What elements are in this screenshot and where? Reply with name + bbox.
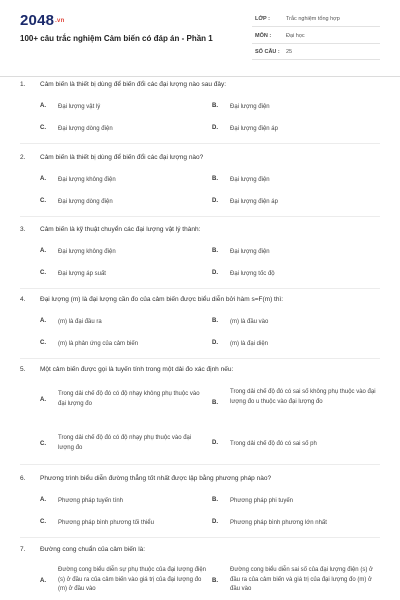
option-text: (m) là phản ứng của cảm biến: [58, 341, 139, 347]
question-divider: [20, 288, 380, 289]
option-label: D.: [212, 270, 218, 276]
question-number: 2.: [20, 154, 26, 161]
header-divider: [0, 76, 400, 77]
option-label: D.: [212, 125, 218, 131]
option-label: A.: [40, 103, 46, 109]
meta-lop-value: Trắc nghiệm tổng hợp: [286, 16, 340, 22]
question-divider: [20, 358, 380, 359]
option-text: Đại lượng dòng điện: [58, 126, 113, 132]
meta-mon-label: MÔN :: [255, 33, 272, 39]
option-label: A.: [40, 176, 46, 182]
option-text: Trong dải chế độ đó có sai số không phụ thuộc vào đại lượng đo u thuộc vào đại lượng đo: [230, 389, 376, 405]
question-text: Một cảm biến được gọi là tuyến tính trong một dải đo xác định nếu:: [40, 366, 234, 373]
option-text: Đại lượng vật lý: [58, 104, 101, 110]
option-label: D.: [212, 440, 218, 446]
question-number: 5.: [20, 366, 26, 373]
option-label: D.: [212, 519, 218, 525]
question-number: 6.: [20, 475, 26, 482]
question-divider: [20, 216, 380, 217]
option-label: B.: [212, 176, 218, 182]
option-label: C.: [40, 125, 46, 131]
option-text: Đại lượng không điện: [58, 177, 116, 183]
option-text: Phương pháp phi tuyến: [230, 498, 293, 504]
option-label: B.: [212, 399, 218, 406]
option-text: Đại lượng dòng điện: [58, 199, 113, 205]
option-label: A.: [40, 396, 46, 403]
meta-lop: [252, 12, 380, 27]
question-text: Đường cong chuẩn của cảm biến là:: [40, 546, 146, 553]
option-text: (m) là đầu vào: [230, 319, 269, 325]
question-text: Phương trình biểu diễn đường thẳng tốt nhất được lập bằng phương pháp nào?: [40, 475, 272, 482]
question-text: Cảm biến là thiết bị dùng để biến đổi các đại lượng nào?: [40, 154, 204, 161]
option-text: (m) là đại đầu ra: [58, 319, 102, 325]
option-text: (m) là đại diện: [230, 341, 269, 347]
option-label: B.: [212, 318, 218, 324]
question-divider: [20, 464, 380, 465]
option-label: A.: [40, 497, 46, 503]
option-text: Đường cong biểu diễn sự phụ thuộc của đại lượng điện (s) ở đầu ra của cảm biến vào giá trị của đại lượng đo (m) ở đầu vào: [58, 567, 207, 592]
option-text: Trong dải chế độ đó có sai số ph: [230, 441, 317, 447]
meta-socau-value: 25: [286, 49, 293, 55]
site-logo[interactable]: [20, 12, 64, 29]
option-text: Đại lượng điện áp: [230, 199, 278, 205]
option-label: A.: [40, 577, 46, 584]
question-divider: [20, 143, 380, 144]
option-label: C.: [40, 270, 46, 276]
option-label: B.: [212, 103, 218, 109]
option-label: A.: [40, 318, 46, 324]
option-label: C.: [40, 340, 46, 346]
question-text: Cảm biến là thiết bị dùng để biến đổi các đại lượng nào sau đây:: [40, 81, 227, 88]
meta-mon-value: Đại học: [286, 33, 305, 39]
option-text: Đại lượng điện áp: [230, 126, 278, 132]
meta-mon: [252, 29, 380, 44]
document-title: 100+ câu trắc nghiệm Cảm biến có đáp án - Phần 1: [20, 34, 213, 43]
option-label: C.: [40, 440, 46, 447]
option-text: Đại lượng áp suất: [58, 271, 106, 277]
question-text: Đại lượng (m) là đại lượng cần đo của cảm biến được biểu diễn bởi hàm s=F(m) thì:: [40, 296, 284, 303]
option-text: Đại lượng tốc độ: [230, 271, 275, 277]
option-label: D.: [212, 340, 218, 346]
logo-suffix: .vn: [55, 18, 65, 25]
option-text: Phương pháp bình phương lớn nhất: [230, 520, 327, 526]
option-text: Đường cong biểu diễn sai số của đại lượng điện (s) ở đầu ra của cảm biến và giá trị của đại lượng đo (m) ở đầu vào: [230, 567, 373, 592]
option-label: B.: [212, 577, 218, 584]
option-label: C.: [40, 519, 46, 525]
option-label: D.: [212, 198, 218, 204]
question-divider: [20, 537, 380, 538]
option-text: Phương pháp tuyến tính: [58, 498, 123, 504]
option-label: C.: [40, 198, 46, 204]
meta-socau: [252, 45, 380, 60]
question-number: 3.: [20, 226, 26, 233]
option-text: Phương pháp bình phương tối thiểu: [58, 520, 154, 526]
question-text: Cảm biến là kỹ thuật chuyển các đại lượng vật lý thành:: [40, 226, 201, 233]
meta-socau-label: SỐ CÂU :: [255, 49, 280, 55]
question-number: 1.: [20, 81, 26, 88]
question-number: 4.: [20, 296, 26, 303]
question-number: 7.: [20, 546, 26, 553]
option-label: B.: [212, 497, 218, 503]
option-text: Trong dải chế độ đó có độ nhạy không phụ thuộc vào đại lượng đo: [58, 391, 200, 407]
option-text: Đại lượng không điện: [58, 249, 116, 255]
option-text: Đại lượng điện: [230, 177, 270, 183]
meta-lop-label: LỚP :: [255, 16, 270, 22]
option-text: Trong dải chế độ đó có độ nhạy phụ thuộc vào đại lượng đo: [58, 435, 192, 451]
option-label: A.: [40, 248, 46, 254]
option-label: B.: [212, 248, 218, 254]
option-text: Đại lượng điện: [230, 104, 270, 110]
option-text: Đại lượng điện: [230, 249, 270, 255]
logo-main: 2048: [20, 12, 55, 29]
header: [0, 0, 400, 74]
